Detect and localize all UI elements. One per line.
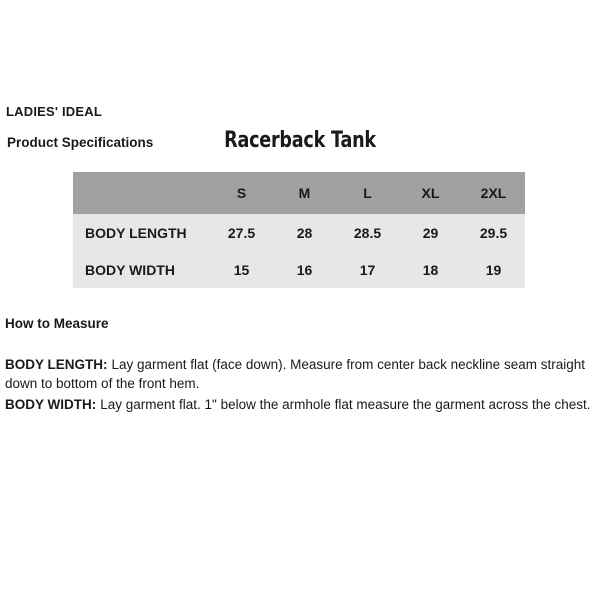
size-column-header-l: L <box>363 185 372 201</box>
measure-description-body-length: Lay garment flat (face down). Measure from center back neckline seam straight down to bottom of the front hem. <box>5 357 585 391</box>
body-width-value-s: 15 <box>233 261 250 278</box>
brand-label: LADIES' IDEAL <box>6 104 102 119</box>
body-length-value-xl: 29 <box>422 224 439 241</box>
row-label-body-length: BODY LENGTH <box>85 224 187 241</box>
body-width-value-xl: 18 <box>422 261 439 278</box>
measure-term-body-length: BODY LENGTH: <box>5 357 108 372</box>
size-table-corner-cell <box>73 172 210 214</box>
measure-instructions <box>5 355 597 416</box>
body-width-value-2xl: 19 <box>485 261 502 278</box>
measure-description-body-width: Lay garment flat. 1" below the armhole flat measure the garment across the chest. <box>100 397 591 412</box>
size-column-header-s: S <box>236 185 247 201</box>
table-row-body-length <box>73 214 525 251</box>
size-table <box>73 172 525 288</box>
body-length-value-l: 28.5 <box>353 224 382 241</box>
size-table-header-row <box>73 172 525 214</box>
body-length-value-s: 27.5 <box>227 224 256 241</box>
body-length-value-2xl: 29.5 <box>479 224 508 241</box>
measure-instruction-body-length <box>5 355 597 393</box>
product-specifications-label: Product Specifications <box>7 135 154 150</box>
size-column-header-m: M <box>298 185 311 201</box>
measure-instruction-body-width <box>5 395 597 414</box>
body-length-value-m: 28 <box>296 224 313 241</box>
body-width-value-m: 16 <box>296 261 313 278</box>
row-label-body-width: BODY WIDTH <box>85 261 175 278</box>
product-title: Racerback Tank <box>224 128 376 153</box>
table-row-body-width <box>73 251 525 288</box>
size-column-header-2xl: 2XL <box>480 185 507 201</box>
how-to-measure-heading: How to Measure <box>5 316 109 331</box>
size-column-header-xl: XL <box>421 185 440 201</box>
measure-term-body-width: BODY WIDTH: <box>5 397 97 412</box>
body-width-value-l: 17 <box>359 261 376 278</box>
